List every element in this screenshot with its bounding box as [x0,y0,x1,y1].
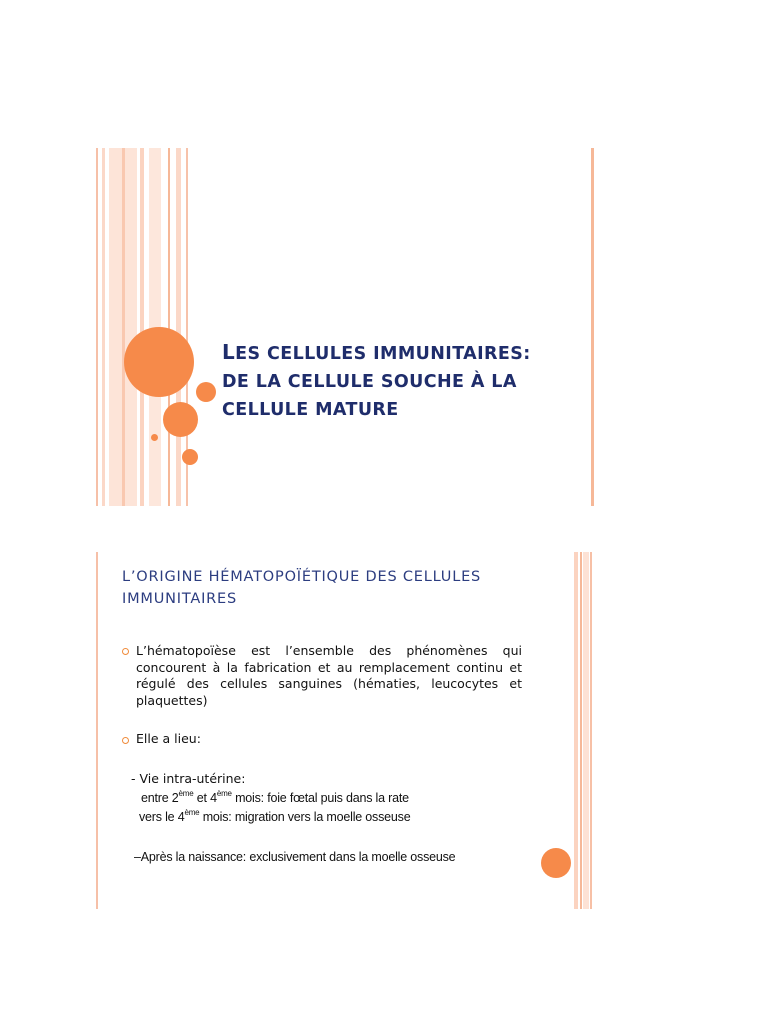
list-item [139,810,410,824]
decor-circle-small [196,382,216,402]
bullet-text: Elle a lieu: [136,731,201,746]
decor-stripe [96,552,98,909]
decor-circle-tiny [151,434,158,441]
paragraph-line: régulé des cellules sanguines (hématies, leucocytes et [136,676,522,691]
decor-circle-large [124,327,194,397]
paragraph-line: concourent à la fabrication et au remplacement continu et [136,659,522,675]
decor-stripe [176,148,181,506]
decor-stripe [122,148,125,506]
title-line: CELLULE MATURE [222,400,399,420]
text: entre 2 [141,791,179,805]
decor-stripe [168,148,170,506]
title-line: IMMUNITAIRES [122,591,238,607]
text: et 4 [193,791,217,805]
text: vers le 4 [139,810,185,824]
list-item [141,791,409,805]
text: mois: foie fœtal puis dans la rate [231,791,409,805]
title-line [222,338,552,368]
title-text: ES CELLULES IMMUNITAIRES: [235,344,531,364]
bullet-marker [122,737,129,744]
superscript: ème [216,789,232,798]
superscript: ème [184,808,200,817]
decor-stripe [590,552,592,909]
slide-1 [96,148,596,506]
bullet-marker [122,648,129,655]
decor-stripe [574,552,578,909]
list-item: –Après la naissance: exclusivement dans la moelle osseuse [134,850,456,864]
slide-1-title [222,338,552,424]
decor-circle-medium [541,848,571,878]
title-line: DE LA CELLULE SOUCHE À LA [222,372,517,392]
bullet-paragraph [136,643,522,709]
decor-stripe [96,148,98,506]
superscript: ème [178,789,194,798]
title-initial: L [222,340,236,364]
paragraph-line: plaquettes) [136,692,208,708]
decor-stripe [102,148,105,506]
list-heading: - Vie intra-utérine: [131,771,246,786]
paragraph-line: L’hématopoïèse est l’ensemble des phénomènes qui [136,643,522,658]
title-line: L’ORIGINE HÉMATOPOÏÉTIQUE DES CELLULES [122,569,482,585]
text: mois: migration vers la moelle osseuse [199,810,411,824]
decor-circle-medium [163,402,198,437]
decor-stripe [583,552,589,909]
decor-circle-small [182,449,198,465]
decor-stripe [591,148,594,506]
decor-stripe [580,552,582,909]
slide-2-title [122,566,542,610]
decor-stripe [140,148,144,506]
